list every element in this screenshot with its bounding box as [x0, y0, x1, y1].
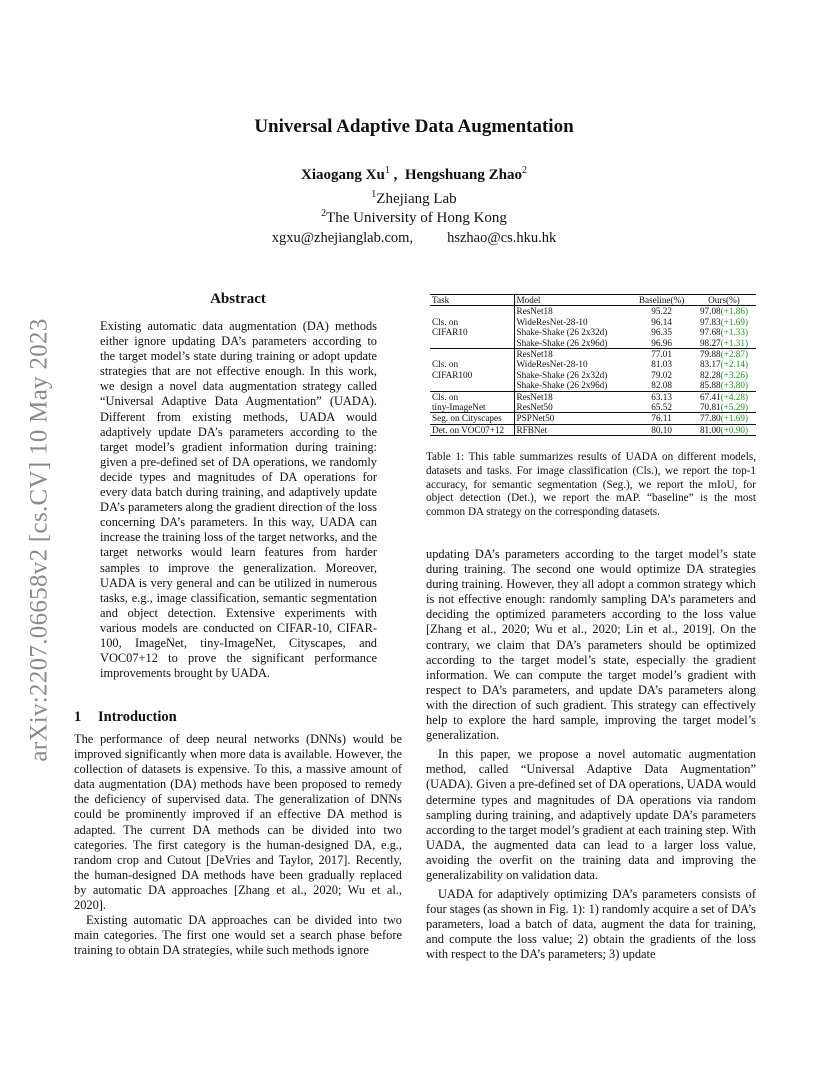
- table-caption: Table 1: This table summarizes results of UADA on different models, datasets and tasks. For image classification (Cls.), we report the top-1 accuracy, for semantic segmentation (Seg.), we report the mIoU, for object detection (Det.), we report the mAP. “baseline” is the most common DA strategy on the corresponding datasets.: [426, 451, 756, 519]
- table-row: [430, 424, 756, 435]
- task-cell: Det. on VOC07+12: [430, 424, 514, 435]
- table-row: [430, 402, 756, 413]
- gain-value: (+2.14): [720, 359, 749, 370]
- baseline-cell: 96.96: [631, 338, 692, 349]
- affiliation-mark: 1: [371, 189, 377, 200]
- gain-value: (+1.69): [720, 316, 749, 327]
- task-cell: CIFAR10: [430, 327, 514, 337]
- model-cell: WideResNet-28-10: [516, 316, 588, 327]
- task-cell: CIFAR100: [430, 370, 514, 380]
- ours-value: 81.00: [699, 424, 721, 435]
- paragraph: updating DA’s parameters according to the target model’s state during training. The second one would optimize DA strategies during training. However, they all adopt a common strategy which is not effective enough: randomly sampling DA’s parameters and deciding the optimized parameters according to the loss value [Zhang et al., 2020; Wu et al., 2020; Lin et al., 2019]. On the contrary, we claim that DA’s parameters should be optimized according to the target model’s state, especially the gradient information. We can compute the target model’s gradient with respect to DA’s parameters, and update DA’s parameters along with the direction of such gradient. This strategy can effectively help to explore the hard sample, improving the target model’s generalization.: [426, 547, 756, 743]
- arxiv-stamp-text: arXiv:2207.06658v2 [cs.CV] 10 May 2023: [26, 318, 54, 762]
- table-body: [430, 306, 756, 436]
- column-header: Ours(%): [692, 295, 756, 306]
- baseline-cell: 80.10: [631, 424, 692, 435]
- right-column-body: [426, 547, 756, 963]
- task-cell: [430, 349, 514, 360]
- table-row: [430, 391, 756, 402]
- ours-value: 77.80: [699, 413, 721, 424]
- table-row: [430, 338, 756, 349]
- baseline-cell: 82.08: [631, 380, 692, 391]
- model-cell: Shake-Shake (26 2x32d): [516, 327, 608, 338]
- model-cell: Shake-Shake (26 2x96d): [514, 380, 631, 391]
- table-row: [430, 327, 756, 337]
- section-title: Introduction: [98, 709, 177, 725]
- baseline-cell: 63.13: [651, 391, 672, 402]
- email-address: xgxu@zhejianglab.com,: [271, 230, 414, 246]
- results-table-container: [430, 294, 756, 436]
- author-name: Hengshuang Zhao: [404, 167, 522, 183]
- baseline-cell: 96.35: [651, 327, 672, 338]
- model-cell: ResNet18: [516, 306, 553, 317]
- affiliation: [0, 208, 828, 227]
- ours-cell: [692, 391, 756, 402]
- column-header: Baseline(%): [631, 295, 692, 306]
- baseline-cell: 65.52: [631, 402, 692, 413]
- gain-value: (+1.31): [720, 337, 749, 348]
- table-row: [430, 359, 756, 369]
- baseline-cell: 95.22: [651, 306, 672, 317]
- task-cell: Seg. on Cityscapes: [430, 413, 514, 424]
- ours-value: 97.83: [699, 316, 721, 327]
- ours-value: 79.88: [699, 349, 721, 360]
- section-number: 1: [74, 709, 82, 725]
- baseline-cell: 81.03: [651, 359, 672, 370]
- task-cell: [430, 380, 514, 391]
- model-cell: Shake-Shake (26 2x32d): [516, 369, 608, 380]
- ours-cell: [692, 359, 756, 369]
- paragraph: The performance of deep neural networks (DNNs) would be improved significantly when more data is available. However, the collection of datasets is expensive. To this, a massive amount of data augmentation (DA) methods have been proposed to remedy the deficiency of supervised data. The generalization of DNNs could be prominently improved if an effective DA method is adapted. The current DA methods can be divided into two categories. The first category is the human-designed DA, e.g., random crop and Cutout [DeVries and Taylor, 2017]. Recently, the human-designed DA methods have been gradually replaced by automatic DA approaches [Zhang et al., 2020; Wu et al., 2020].: [74, 732, 402, 913]
- table-row: [430, 317, 756, 327]
- ours-value: 85.88: [699, 380, 721, 391]
- model-cell: ResNet50: [514, 402, 631, 413]
- abstract-heading: Abstract: [210, 291, 266, 307]
- ours-cell: [692, 349, 756, 360]
- table-header-row: [430, 295, 756, 306]
- affiliation: [0, 189, 828, 208]
- affiliation-mark: 2: [521, 165, 527, 176]
- table-row: [430, 306, 756, 317]
- results-table: [430, 294, 756, 436]
- ours-cell: [692, 327, 756, 337]
- ours-value: 83.17: [699, 359, 721, 370]
- gain-value: (+3.80): [720, 380, 749, 391]
- gain-value: (+2.87): [720, 349, 749, 360]
- section-heading: [74, 709, 177, 726]
- model-cell: ResNet18: [516, 391, 553, 402]
- author-separator: ,: [389, 167, 405, 183]
- task-cell: [430, 338, 514, 349]
- model-cell: Shake-Shake (26 2x96d): [514, 338, 631, 349]
- affiliation-mark: 2: [321, 208, 327, 219]
- ours-cell: [692, 424, 756, 435]
- ours-cell: [692, 317, 756, 327]
- affiliation-mark: 1: [384, 165, 390, 176]
- gain-value: (+5.29): [720, 402, 749, 413]
- ours-value: 67.41: [699, 391, 721, 402]
- task-cell: Cls. on: [430, 391, 514, 402]
- gain-value: (+0.90): [720, 424, 749, 435]
- baseline-cell: 96.14: [651, 316, 672, 327]
- email-line: [0, 230, 828, 247]
- model-cell: PSPNet50: [514, 413, 631, 424]
- gain-value: (+1.86): [720, 306, 749, 317]
- gain-value: (+1.69): [720, 413, 749, 424]
- ours-value: 98.27: [699, 337, 721, 348]
- gain-value: (+3.26): [720, 369, 749, 380]
- paper-title: Universal Adaptive Data Augmentation: [254, 116, 574, 137]
- arxiv-stamp: [22, 260, 58, 820]
- paragraph: Existing automatic DA approaches can be divided into two main categories. The first one would set a search phase before training to obtain DA strategies, while such methods ignore: [74, 913, 402, 958]
- model-cell: RFBNet: [514, 424, 631, 435]
- ours-cell: [692, 370, 756, 380]
- task-cell: Cls. on: [430, 359, 514, 369]
- paragraph: In this paper, we propose a novel automatic augmentation method, called “Universal Adaptive Data Augmentation” (UADA). Given a pre-defined set of DA operations, UADA would determine types and magnitudes of DA operations via random sampling during training, and adaptively update DA’s parameters according to the target model’s gradient at each training step. With UADA, the augmented data can lead to a larger loss value, avoiding the overfit on the training data and improving the generalizability on validation data.: [426, 747, 756, 882]
- model-cell: WideResNet-28-10: [516, 359, 588, 370]
- baseline-cell: 76.11: [631, 413, 692, 424]
- email-address: hszhao@cs.hku.hk: [447, 230, 557, 246]
- abstract-text: Existing automatic data augmentation (DA) methods either ignore updating DA’s parameters according to the target model’s state during training or adopt update strategies that are not effective enough. In this work, we design a novel data augmentation strategy called “Universal Adaptive Data Augmentation” (UADA). Different from existing methods, UADA would adaptively update DA’s parameters according to the target model’s gradient information during training: given a pre-defined set of DA operations, we randomly decide types and magnitudes of DA operations for every data batch during training, and adaptively update DA’s parameters along the gradient direction of the loss concerning DA’s parameters. In this way, UADA can increase the training loss of the target networks, and the target networks would learn features from harder samples to improve the generalization. Moreover, UADA is very general and can be utilized in numerous tasks, e.g., image classification, semantic segmentation and object detection. Extensive experiments with various models are conducted on CIFAR-10, CIFAR-100, ImageNet, tiny-ImageNet, Cityscapes, and VOC07+12 to prove the significant performance improvements brought by UADA.: [100, 319, 377, 681]
- author-name: Xiaogang Xu: [301, 167, 385, 183]
- column-header: Model: [514, 295, 631, 306]
- author-line: [0, 165, 828, 184]
- model-cell: ResNet18: [516, 349, 553, 360]
- ours-value: 82.28: [699, 369, 721, 380]
- ours-value: 97.68: [699, 327, 721, 338]
- gain-value: (+4.28): [720, 391, 749, 402]
- gain-value: (+1.33): [720, 327, 749, 338]
- baseline-cell: 79.02: [651, 369, 672, 380]
- affiliation-name: Zhejiang Lab: [376, 191, 457, 207]
- ours-cell: [692, 380, 756, 391]
- paragraph: UADA for adaptively optimizing DA’s parameters consists of four stages (as shown in Fig. 1): 1) randomly acquire a set of DA’s parameters, load a batch of data, augment the data for training, and compute the loss value; 2) obtain the gradients of the loss with respect to the DA’s parameters; 3) update: [426, 887, 756, 962]
- intro-body: [74, 732, 402, 958]
- table-row: [430, 380, 756, 391]
- column-header: Task: [430, 295, 514, 306]
- ours-cell: [692, 402, 756, 413]
- task-cell: tiny-ImageNet: [430, 402, 514, 413]
- baseline-cell: 77.01: [651, 349, 672, 360]
- task-cell: [430, 306, 514, 317]
- ours-cell: [692, 306, 756, 317]
- ours-value: 97.08: [699, 306, 721, 317]
- affiliation-name: The University of Hong Kong: [326, 210, 507, 226]
- ours-value: 70.81: [699, 402, 721, 413]
- ours-cell: [692, 413, 756, 424]
- ours-cell: [692, 338, 756, 349]
- table-row: [430, 349, 756, 360]
- table-row: [430, 370, 756, 380]
- task-cell: Cls. on: [430, 317, 514, 327]
- table-row: [430, 413, 756, 424]
